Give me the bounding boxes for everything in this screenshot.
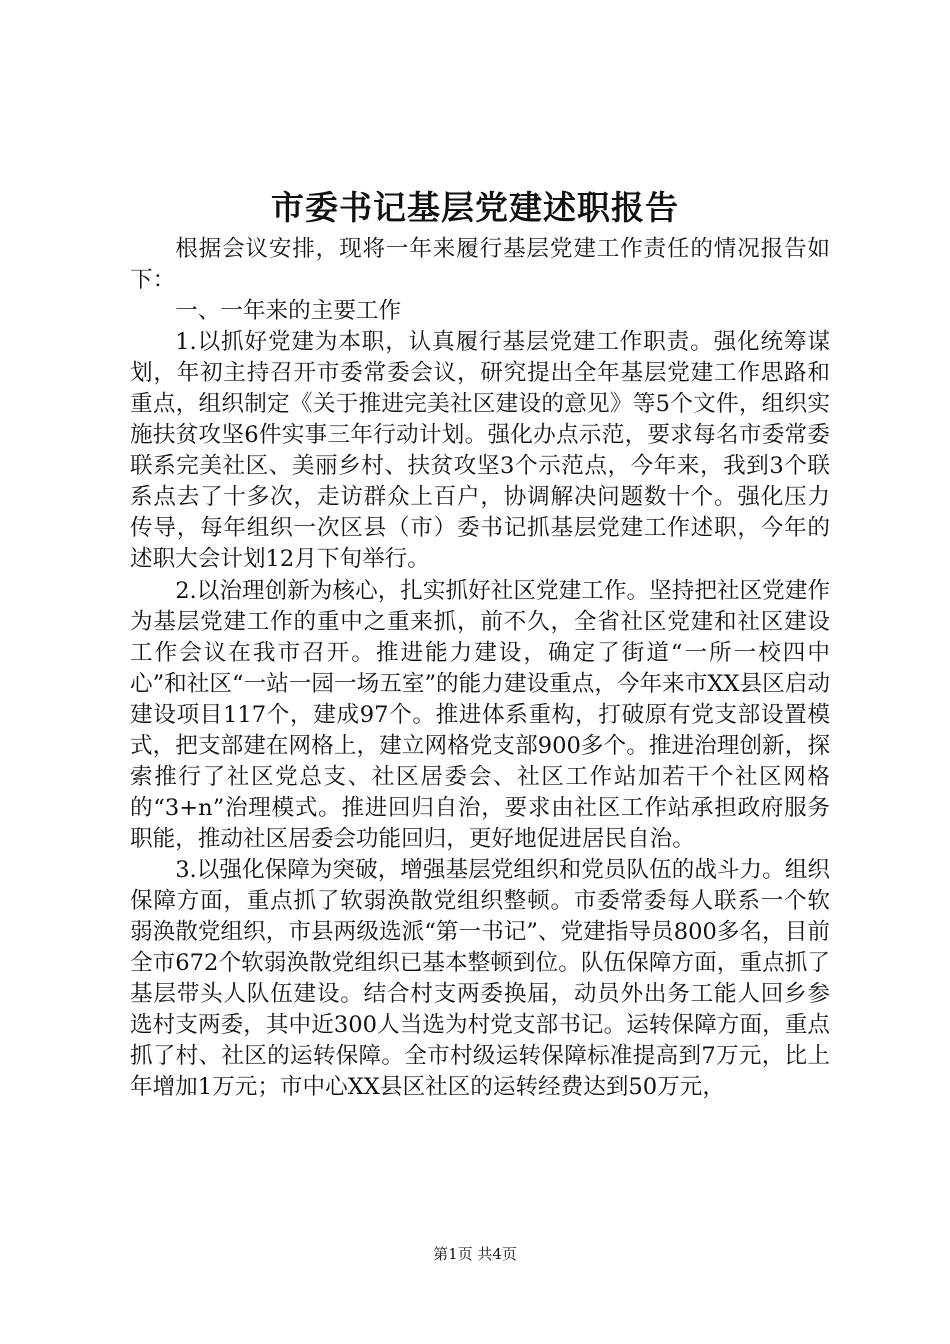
document-title: 市委书记基层党建述职报告 xyxy=(271,188,679,227)
section-heading: 一、一年来的主要工作 xyxy=(175,298,402,325)
paragraph-item-2: 2.以治理创新为核心，扎实抓好社区党建工作。坚持把社区党建作为基层党建工作的重中之重来抓，前不久，全省社区党建和社区建设工作会议在我市召开。推进能力建设，确定了街道“一所一校四中心”和社区“一站一园一场五室”的能力建设重点，今年来市XX县区启动建设项目117个，建成97个。推进体系重构，打破原有党支部设置模式，把支部建在网格上，建立网格党支部900多个。推进治理创新，探索推行了社区党总支、社区居委会、社区工作站加若干个社区网格的“3+n”治理模式。推进回归自治，要求由社区工作站承担政府服务职能，推动社区居委会功能回归，更好地促进居民自治。 xyxy=(130,577,830,852)
page-footer: 第1页 共4页 xyxy=(433,1245,517,1263)
paragraph-intro: 根据会议安排，现将一年来履行基层党建工作责任的情况报告如下： xyxy=(130,236,830,294)
paragraph-item-1: 1.以抓好党建为本职，认真履行基层党建工作职责。强化统筹谋划，年初主持召开市委常委会议，研究提出全年基层党建工作思路和重点，组织制定《关于推进完美社区建设的意见》等5个文件，组织实施扶贫攻坚6件实事三年行动计划。强化办点示范，要求每名市委常委联系完美社区、美丽乡村、扶贫攻坚3个示范点，今年来，我到3个联系点去了十多次，走访群众上百户，协调解决问题数十个。强化压力传导，每年组织一次区县（市）委书记抓基层党建工作述职，今年的述职大会计划12月下旬举行。 xyxy=(130,329,830,573)
document-body xyxy=(130,234,830,1103)
paragraph-item-3: 3.以强化保障为突破，增强基层党组织和党员队伍的战斗力。组织保障方面，重点抓了软弱涣散党组织整顿。市委常委每人联系一个软弱涣散党组织，市县两级选派“第一书记”、党建指导员800多名，目前全市672个软弱涣散党组织已基本整顿到位。队伍保障方面，重点抓了基层带头人队伍建设。结合村支两委换届，动员外出务工能人回乡参选村支两委，其中近300人当选为村党支部书记。运转保障方面，重点抓了村、社区的运转保障。全市村级运转保障标准提高到7万元，比上年增加1万元；市中心XX县区社区的运转经费达到50万元， xyxy=(130,856,830,1101)
